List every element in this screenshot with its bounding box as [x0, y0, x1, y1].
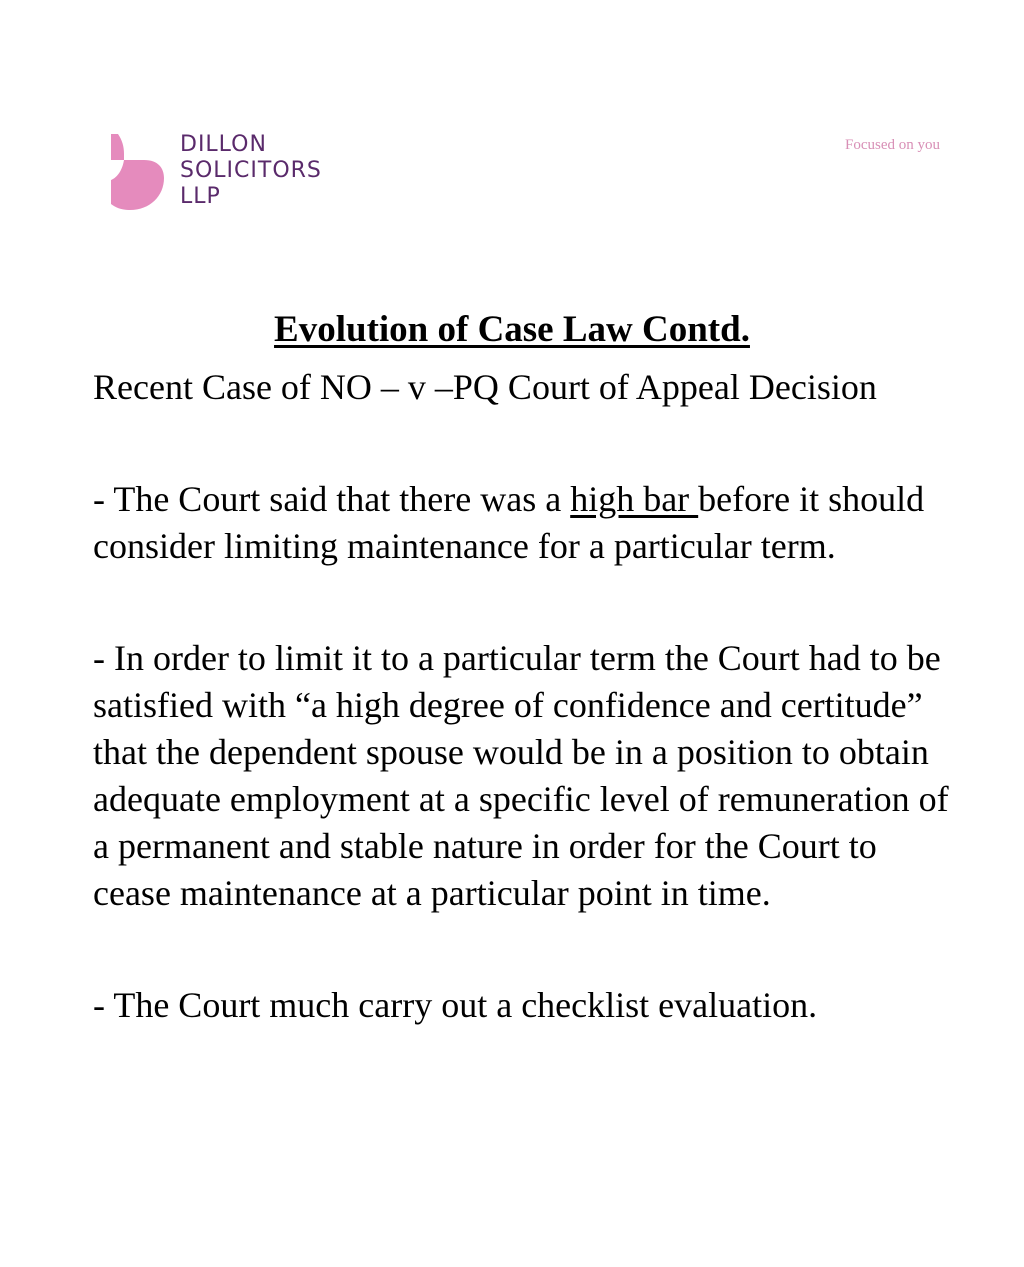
- slide-body: [93, 364, 953, 1094]
- logo-wordmark: [180, 132, 322, 210]
- company-logo: [108, 132, 368, 214]
- logo-line-3: LLP: [180, 184, 221, 209]
- tagline: Focused on you: [845, 137, 940, 153]
- bullet-checklist: - The Court much carry out a checklist evaluation.: [93, 985, 818, 1025]
- logo-mark-icon: [108, 132, 166, 212]
- bullet-particular-term: - In order to limit it to a particular term the Court had to be satisfied with “a high degree of confidence and certitude” that the dependent spouse would be in a position to obtain adequate employment at a specific level of remuneration of a permanent and stable nature in order for the Court to cease maintenance at a particular point in time.: [93, 638, 949, 913]
- logo-line-1: DILLON: [180, 132, 267, 157]
- subtitle: Recent Case of NO – v –PQ Court of Appeal Decision: [93, 367, 877, 407]
- bullet-text: - The Court said that there was a: [93, 479, 571, 519]
- logo-line-2: SOLICITORS: [180, 158, 322, 183]
- high-bar-emphasis: high bar: [570, 479, 699, 519]
- bullet-high-bar: [93, 476, 953, 570]
- slide-title: Evolution of Case Law Contd.: [274, 309, 750, 350]
- bullet-text: before it should consider limiting maintenance for a particular term.: [93, 479, 925, 566]
